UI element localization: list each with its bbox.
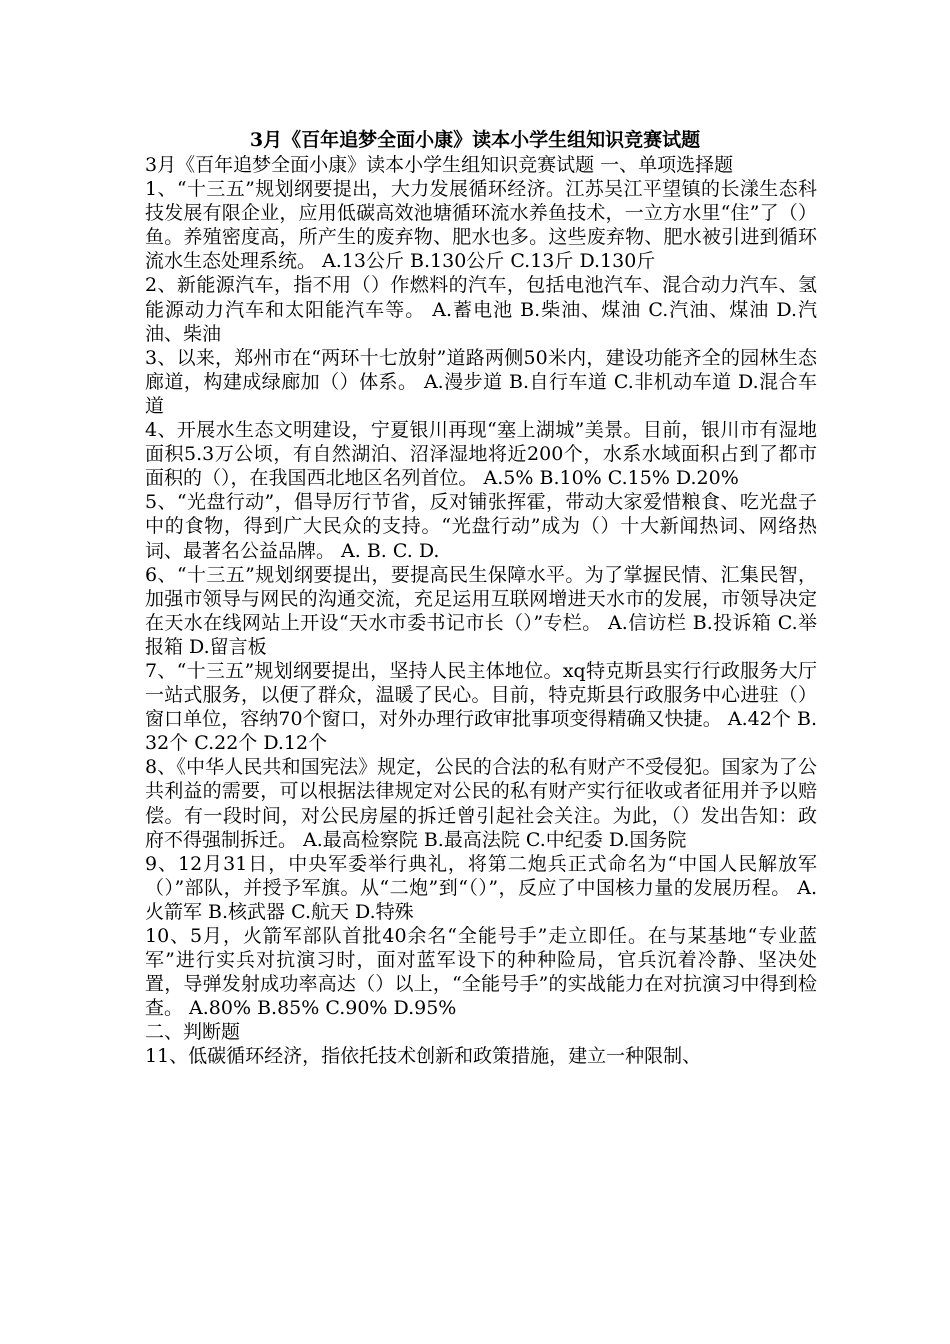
question-3: 3、以来，郑州市在“两环十七放射”道路两侧50米内，建设功能齐全的园林生态廊道，构建成绿廊加（）体系。 A.漫步道 B.自行车道 C.非机动车道 D.混合车道 <box>145 346 817 417</box>
document-body <box>145 153 817 1069</box>
question-9: 9、12月31日，中央军委举行典礼，将第二炮兵正式命名为“中国人民解放军（）”部队，并授予军旗。从“二炮”到“（）”，反应了中国核力量的发展历程。 A.火箭军 B.核武器 C.航天 D.特殊 <box>145 852 817 923</box>
question-2: 2、新能源汽车，指不用（）作燃料的汽车，包括电池汽车、混合动力汽车、氢能源动力汽车和太阳能汽车等。 A.蓄电池 B.柴油、煤油 C.汽油、煤油 D.汽油、柴油 <box>145 274 817 345</box>
paragraph-section-heading-1: 3月《百年追梦全面小康》读本小学生组知识竞赛试题 一、单项选择题 <box>145 154 734 176</box>
question-5: 5、“光盘行动”，倡导厉行节省，反对铺张挥霍，带动大家爱惜粮食、吃光盘子中的食物，得到广大民众的支持。“光盘行动”成为（）十大新闻热词、网络热词、最著名公益品牌。 A. B. C. D. <box>145 491 817 562</box>
question-10: 10、5月，火箭军部队首批40余名“全能号手”走立即任。在与某基地“专业蓝军”进行实兵对抗演习时，面对蓝军设下的种种险局，官兵沉着冷静、坚决处置，导弹发射成功率高达（）以上，“全能号手”的实战能力在对抗演习中得到检查。 A.80% B.85% C.90% D.95% <box>145 925 817 1020</box>
question-6: 6、“十三五”规划纲要提出，要提高民生保障水平。为了掌握民情、汇集民智，加强市领导与网民的沟通交流，充足运用互联网增进天水市的发展，市领导决定在天水在线网站上开设“天水市委书记市长（）”专栏。 A.信访栏 B.投诉箱 C.举报箱 D.留言板 <box>145 563 817 658</box>
question-4: 4、开展水生态文明建设，宁夏银川再现“塞上湖城”美景。目前，银川市有湿地面积5.3万公顷，有自然湖泊、沼泽湿地将近200个，水系水域面积占到了都市面积的（），在我国西北地区名列首位。 A.5% B.10% C.15% D.20% <box>145 419 817 490</box>
question-1: 1、“十三五”规划纲要提出，大力发展循环经济。江苏吴江平望镇的长漾生态科技发展有限企业，应用低碳高效池塘循环流水养鱼技术，一立方水里“住”了（）鱼。养殖密度高，所产生的废弃物、肥水也多。这些废弃物、肥水被引进到循环流水生态处理系统。 A.13公斤 B.130公斤 C.13斤 D.130斤 <box>145 178 817 273</box>
question-8: 8、《中华人民共和国宪法》规定，公民的合法的私有财产不受侵犯。国家为了公共利益的需要，可以根据法律规定对公民的私有财产实行征收或者征用并予以赔偿。有一段时间，对公民房屋的拆迁曾引起社会关注。为此，（）发出告知：政府不得强制拆迁。 A.最高检察院 B.最高法院 C.中纪委 D.国务院 <box>145 756 817 851</box>
question-11: 11、低碳循环经济，指依托技术创新和政策措施，建立一种限制、 <box>145 1045 702 1068</box>
section-heading-2: 二、判断题 <box>145 1021 241 1044</box>
document-title: 3月《百年追梦全面小康》读本小学生组知识竞赛试题 <box>249 129 701 151</box>
question-7: 7、“十三五”规划纲要提出，坚持人民主体地位。xq特克斯县实行行政服务大厅一站式服务，以便了群众，温暖了民心。目前，特克斯县行政服务中心进驻（）窗口单位，容纳70个窗口，对外办理行政审批事项变得精确又快捷。 A.42个 B.32个 C.22个 D.12个 <box>145 659 817 755</box>
